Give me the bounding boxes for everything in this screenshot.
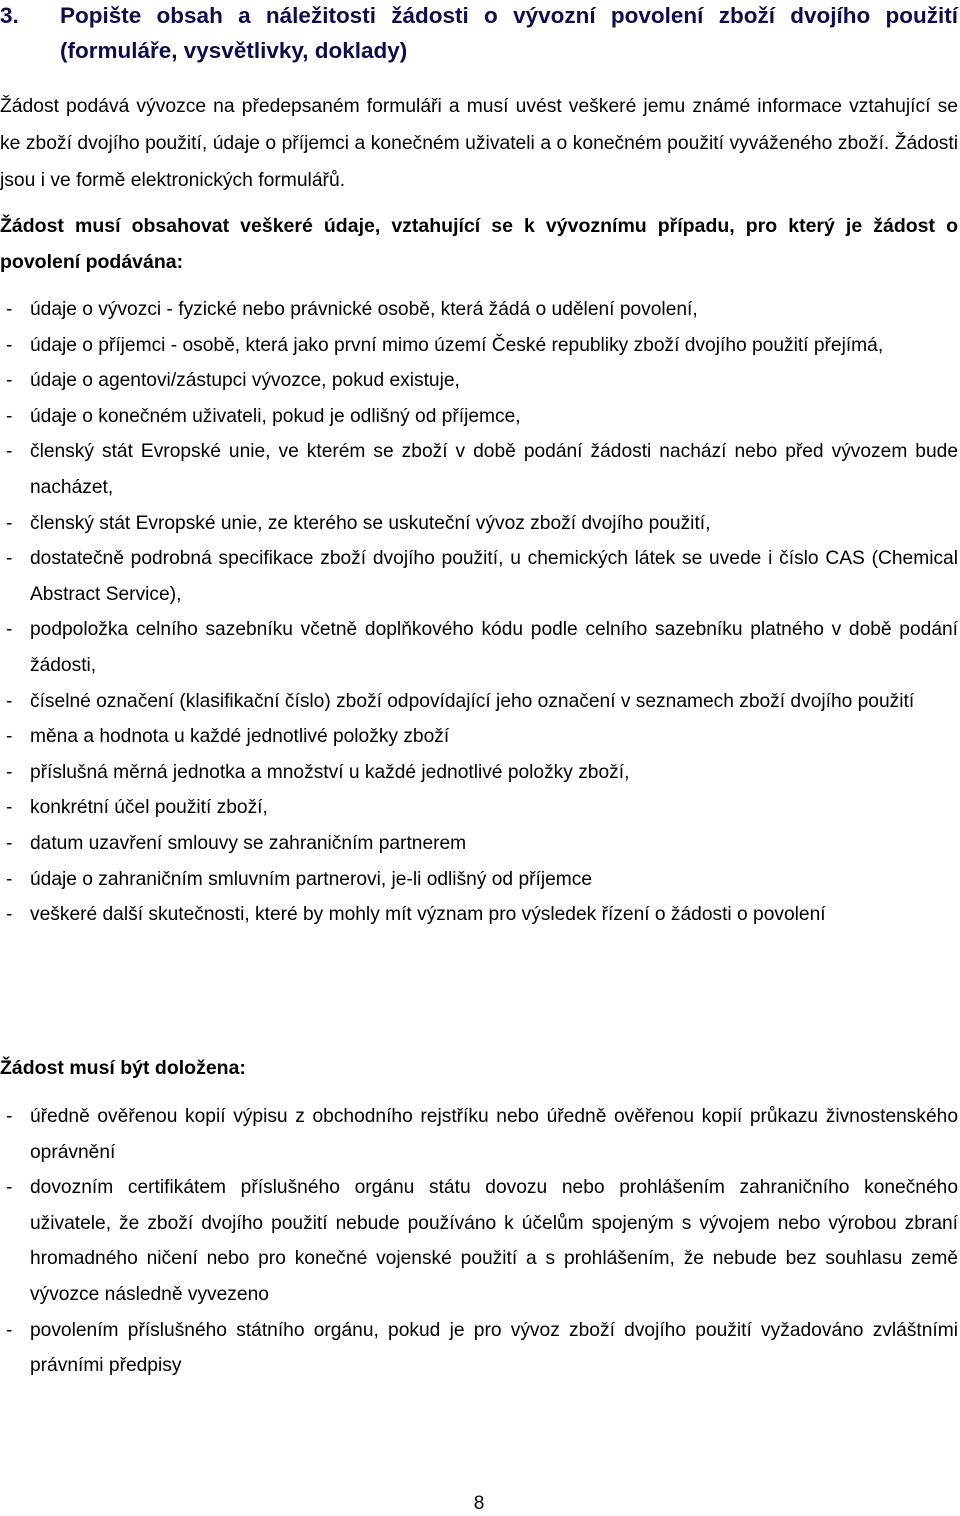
list-item [0, 684, 958, 720]
list-item [0, 1313, 958, 1384]
list-item-text: údaje o příjemci - osobě, která jako první mimo území České republiky zboží dvojího použití přejímá, [30, 334, 884, 356]
list-item-text: údaje o vývozci - fyzické nebo právnické osobě, která žádá o udělení povolení, [30, 299, 698, 320]
list-item [0, 897, 958, 933]
list-item-text: údaje o zahraničním smluvním partnerovi, je-li odlišný od příjemce [30, 868, 593, 890]
list-dash: - [6, 370, 13, 392]
list-item [0, 434, 958, 505]
question-title: Popište obsah a náležitosti žádosti o vývozní povolení zboží dvojího použití (formuláře, vysvětlivky, doklady) [60, 3, 958, 63]
page-number: 8 [473, 1493, 485, 1514]
list-dash: - [6, 441, 13, 463]
intro-paragraph: Žádost podává vývozce na předepsaném formuláři a musí uvést veškeré jemu známé informace vztahující se ke zboží dvojího použití, údaje o příjemci a konečném uživateli a o konečném použití vyváženého zboží. Žádosti jsou i ve formě elektronických formulářů. [0, 96, 958, 191]
list-dash: - [6, 512, 13, 534]
list-item-text: konkrétní účel použití zboží, [30, 797, 268, 819]
list-item [0, 862, 958, 898]
contents-section-title: Žádost musí obsahovat veškeré údaje, vztahující se k vývoznímu případu, pro který je žádost o povolení podávána: [0, 215, 958, 273]
list-dash: - [6, 334, 13, 356]
list-dash: - [6, 1106, 13, 1127]
list-item [0, 363, 958, 399]
list-item-text: úředně ověřenou kopií výpisu z obchodního rejstříku nebo úředně ověřenou kopií průkazu živnostenského oprávnění [30, 1106, 958, 1163]
list-dash: - [6, 1177, 13, 1199]
documents-list [0, 1099, 958, 1384]
list-item-text: členský stát Evropské unie, ve kterém se zboží v době podání žádosti nachází nebo před vývozem bude nacházet, [30, 441, 958, 498]
list-item-text: číselné označení (klasifikační číslo) zboží odpovídající jeho označení v seznamech zboží dvojího použití [30, 690, 915, 712]
list-item-text: údaje o konečném uživateli, pokud je odlišný od příjemce, [30, 405, 521, 427]
list-item [0, 1099, 958, 1170]
list-item [0, 1170, 958, 1312]
list-item-text: členský stát Evropské unie, ze kterého se uskuteční vývoz zboží dvojího použití, [30, 512, 711, 534]
list-dash: - [6, 904, 13, 926]
list-item-text: povolením příslušného státního orgánu, pokud je pro vývoz zboží dvojího použití vyžadováno zvláštními právními předpisy [30, 1319, 958, 1377]
list-dash: - [6, 690, 13, 712]
list-dash: - [6, 832, 13, 854]
list-dash: - [6, 1319, 13, 1341]
documents-section-title: Žádost musí být doložena: [0, 1057, 246, 1079]
question-number: 3. [0, 3, 19, 28]
list-item [0, 292, 958, 328]
list-dash: - [6, 619, 13, 641]
list-dash: - [6, 868, 13, 890]
list-dash: - [6, 405, 13, 427]
list-item [0, 755, 958, 791]
list-dash: - [6, 548, 13, 570]
list-item-text: měna a hodnota u každé jednotlivé položky zboží [30, 726, 450, 748]
list-item [0, 719, 958, 755]
list-item [0, 399, 958, 435]
list-item [0, 790, 958, 826]
list-item [0, 328, 958, 364]
list-item [0, 612, 958, 683]
list-item-text: veškeré další skutečnosti, které by mohly mít význam pro výsledek řízení o žádosti o povolení [30, 904, 826, 926]
list-item-text: údaje o agentovi/zástupci vývozce, pokud existuje, [30, 370, 460, 392]
list-item [0, 826, 958, 862]
list-dash: - [6, 726, 13, 748]
list-dash: - [6, 761, 13, 783]
list-item-text: dostatečně podrobná specifikace zboží dvojího použití, u chemických látek se uvede i číslo CAS (Chemical Abstract Service), [30, 548, 958, 605]
list-item [0, 541, 958, 612]
contents-list [0, 292, 958, 933]
list-item [0, 506, 958, 542]
question-heading [0, 0, 958, 68]
list-item-text: příslušná měrná jednotka a množství u každé jednotlivé položky zboží, [30, 761, 630, 783]
list-item-text: podpoložka celního sazebníku včetně doplňkového kódu podle celního sazebníku platného v době podání žádosti, [30, 619, 958, 676]
list-dash: - [6, 299, 13, 320]
list-item-text: datum uzavření smlouvy se zahraničním partnerem [30, 832, 467, 854]
list-item-text: dovozním certifikátem příslušného orgánu státu dovozu nebo prohlášením zahraničního konečného uživatele, že zboží dvojího použití nebude používáno k účelům spojeným s vývojem nebo výrobou zbraní hromadného ničení nebo pro konečné vojenské použití a s prohlášením, že nebude bez souhlasu země vývozce následně vyvezeno [30, 1177, 958, 1305]
list-dash: - [6, 797, 13, 819]
